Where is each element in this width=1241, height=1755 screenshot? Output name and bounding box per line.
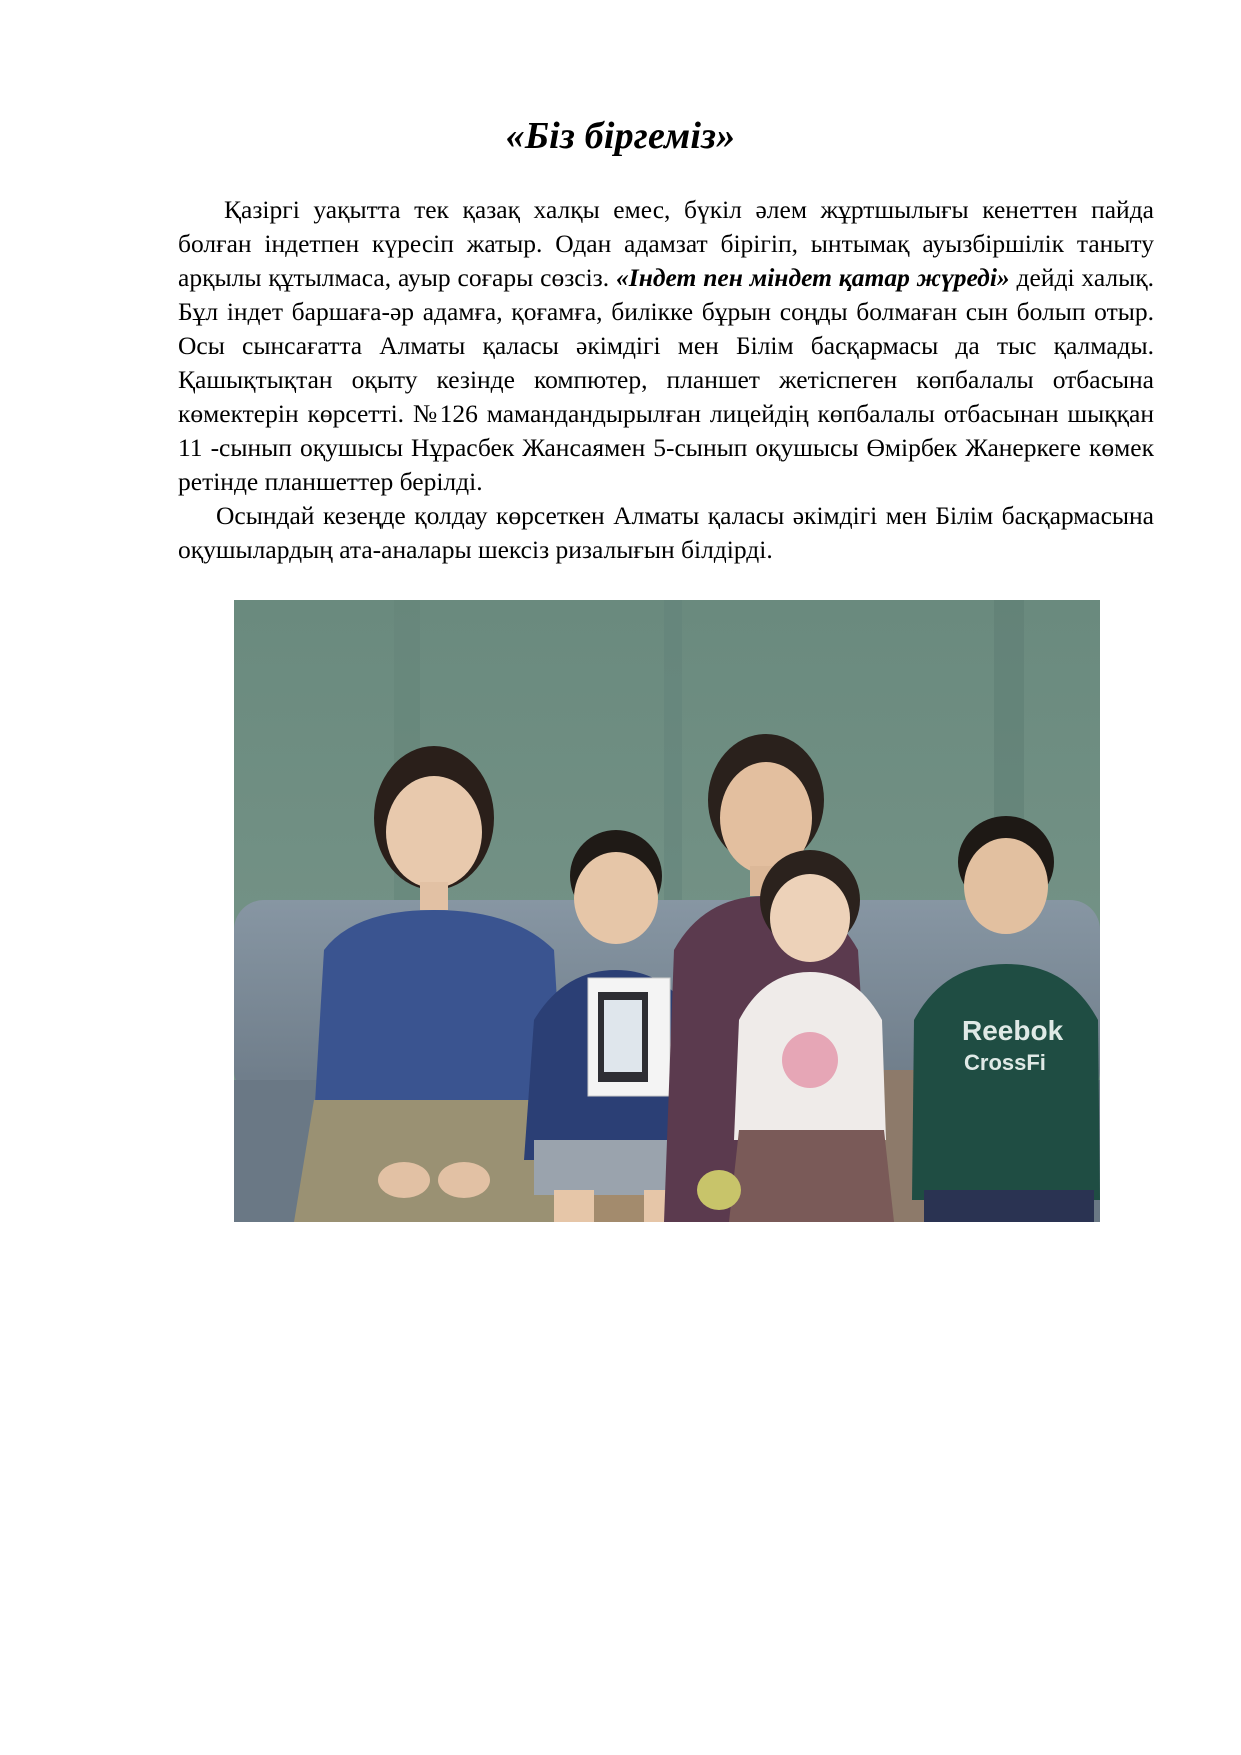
hand: [438, 1162, 490, 1198]
sweater-print: [782, 1032, 838, 1088]
trousers: [924, 1190, 1094, 1222]
family-photo: [234, 600, 1100, 1222]
legs: [554, 1190, 594, 1222]
knee-patch: [697, 1170, 741, 1210]
article-body: [178, 193, 1154, 567]
face: [964, 838, 1048, 934]
sweatshirt: [912, 964, 1100, 1200]
proverb-emphasis: «Індет пен міндет қатар жүреді»: [616, 263, 1010, 292]
paragraph-1-part-2: дейді халық. Бұл індет баршаға-әр адамға, қоғамға, билікке бұрын соңды болмаған сын болып отыр. Осы сынсағатта Алматы қаласы әкімдігі мен Білім басқармасы да тыс қалмады. Қашықтықтан оқыту кезінде компютер, планшет жетіспеген көпбалалы отбасына көмектерін көрсетті. №126 мамандандырылған лицейдің көпбалалы отбасынан шыққан 11 -сынып оқушысы Нұрасбек Жансаямен 5-сынып оқушысы Өмірбек Жанеркеге көмек ретінде планшеттер берілді.: [178, 263, 1155, 496]
blouse: [314, 910, 564, 1120]
paragraph-1-part-1: Қазіргі уақытта тек қазақ халқы емес, бүкіл әлем жұртшылығы кенеттен пайда болған індетпен күресіп жатыр. Одан адамзат бірігіп, ынтымақ ауызбіршілік таныту арқылы құтылмаса, ауыр соғары сөзсіз.: [178, 195, 1154, 292]
paragraph-1: [178, 193, 1154, 499]
leggings: [729, 1130, 894, 1222]
face: [574, 852, 658, 944]
shirt-print-line-1: Reebok: [962, 1015, 1064, 1046]
family-photo-illustration: [234, 600, 1100, 1222]
hand: [378, 1162, 430, 1198]
face: [386, 776, 482, 888]
shirt-print-line-2: CrossFi: [964, 1050, 1046, 1075]
curtain-fold: [664, 600, 682, 930]
face: [770, 874, 850, 962]
neck: [420, 882, 448, 910]
document-title: «Біз біргеміз»: [505, 115, 736, 157]
tablet-inner: [604, 1000, 642, 1072]
paragraph-2: Осындай кезеңде қолдау көрсеткен Алматы қаласы әкімдігі мен Білім басқармасына оқушылардың ата-аналары шексіз ризалығын білдірді.: [178, 501, 1154, 564]
